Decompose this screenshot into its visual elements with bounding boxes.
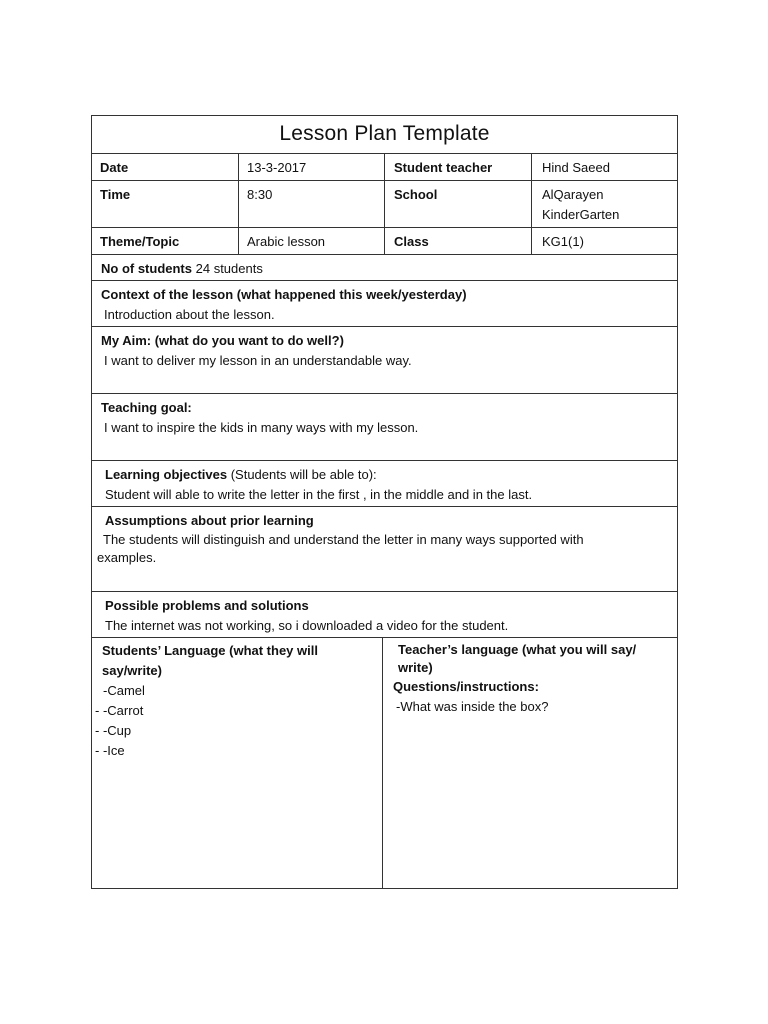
time-row: [92, 181, 677, 228]
students-language-cell: [92, 638, 383, 888]
goal-label: Teaching goal:: [101, 400, 192, 415]
page-title: Lesson Plan Template: [279, 122, 490, 145]
aim-row: [92, 327, 677, 394]
problems-value: The internet was not working, so i downloaded a video for the student.: [105, 618, 509, 633]
students-language-item: - -Ice: [95, 743, 125, 758]
date-label: Date: [92, 154, 239, 180]
lesson-plan-table: [91, 115, 678, 889]
teachers-language-sub-label: Questions/instructions:: [393, 679, 539, 694]
problems-label: Possible problems and solutions: [105, 598, 309, 613]
objectives-row: [92, 461, 677, 507]
students-block: [92, 255, 677, 283]
class-label: Class: [385, 228, 532, 254]
goal-block: [92, 394, 677, 442]
context-row: [92, 281, 677, 327]
language-row: [92, 638, 677, 888]
context-label: Context of the lesson (what happened this week/yesterday): [101, 287, 467, 302]
aim-value: I want to deliver my lesson in an understandable way.: [104, 353, 412, 368]
students-language-item: -Camel: [103, 683, 145, 698]
theme-row: [92, 228, 677, 255]
problems-row: [92, 592, 677, 638]
school-value: [532, 181, 677, 227]
students-value: 24 students: [195, 261, 263, 276]
date-value: 13-3-2017: [239, 154, 385, 180]
teachers-language-label-line2: write): [398, 660, 433, 675]
objectives-label-suffix: (Students will be able to):: [227, 467, 377, 482]
goal-value: I want to inspire the kids in many ways with my lesson.: [104, 420, 419, 435]
problems-block: [92, 592, 677, 640]
title-row: [92, 116, 677, 154]
assumptions-block: [92, 507, 677, 571]
teachers-language-item: -What was inside the box?: [396, 699, 549, 714]
assumptions-label: Assumptions about prior learning: [105, 513, 314, 528]
aim-label: My Aim: (what do you want to do well?): [101, 333, 344, 348]
objectives-block: [92, 461, 677, 509]
aim-block: [92, 327, 677, 375]
context-block: [92, 281, 677, 329]
students-language-label-line2: say/write): [102, 663, 162, 678]
time-value: 8:30: [239, 181, 385, 227]
students-row: [92, 255, 677, 281]
students-language-item: - -Cup: [95, 723, 132, 738]
theme-label: Theme/Topic: [92, 228, 239, 254]
students-language-label-line1: Students’ Language (what they will: [102, 643, 318, 658]
objectives-value: Student will able to write the letter in the first , in the middle and in the last.: [105, 487, 533, 502]
objectives-header: [105, 465, 668, 485]
student-teacher-label: Student teacher: [385, 154, 532, 180]
class-value: KG1(1): [542, 234, 584, 249]
assumptions-value-line1: The students will distinguish and understand the letter in many ways supported with: [103, 532, 584, 547]
date-row: [92, 154, 677, 181]
teachers-language-label-line1: Teacher’s language (what you will say/: [398, 642, 637, 657]
school-label: School: [385, 181, 532, 227]
goal-row: [92, 394, 677, 461]
student-teacher-value: Hind Saeed: [542, 160, 610, 175]
school-value-line1: AlQarayen: [542, 187, 604, 202]
time-label: Time: [92, 181, 239, 227]
context-value: Introduction about the lesson.: [104, 307, 275, 322]
school-value-line2: KinderGarten: [542, 207, 620, 222]
students-language-item: - -Carrot: [95, 703, 144, 718]
assumptions-value-line2: examples.: [97, 550, 157, 565]
students-label: No of students: [101, 261, 192, 276]
teachers-language-cell: [383, 638, 677, 888]
theme-value: Arabic lesson: [239, 228, 385, 254]
objectives-label: Learning objectives: [105, 467, 228, 482]
assumptions-row: [92, 507, 677, 592]
